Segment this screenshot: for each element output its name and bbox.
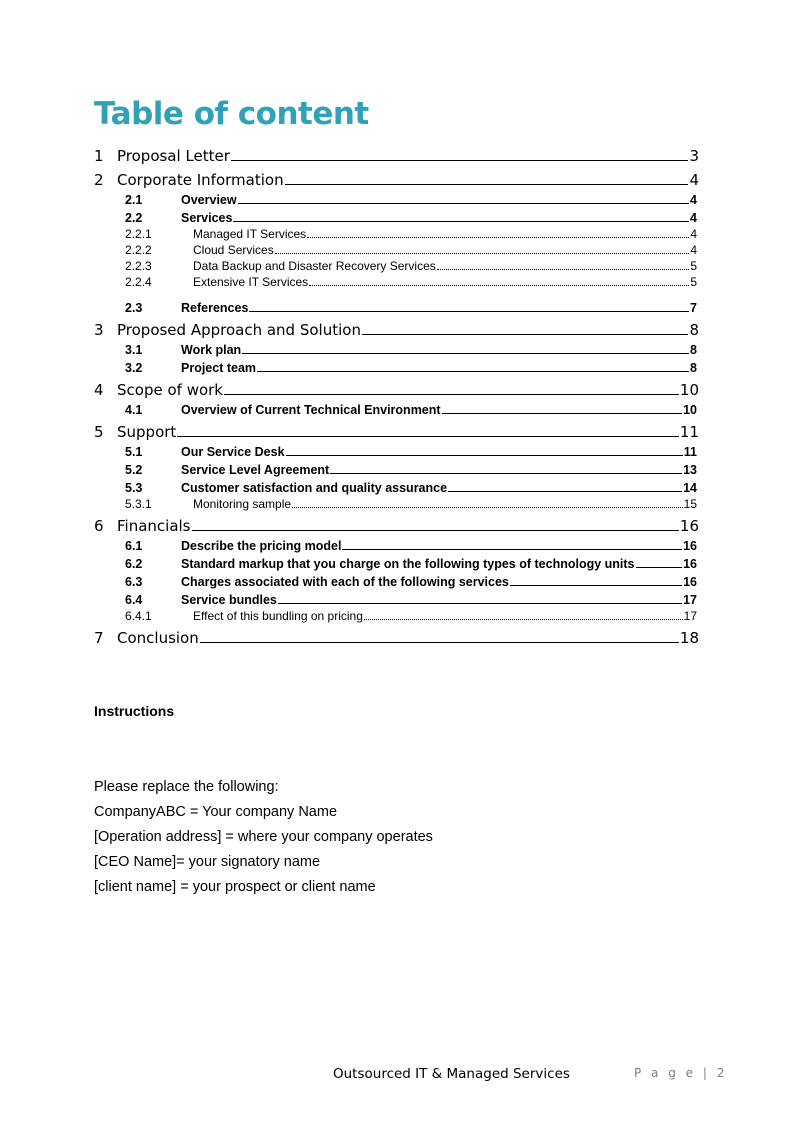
toc-leader xyxy=(275,253,690,254)
toc-leader xyxy=(442,413,683,414)
toc-entry[interactable] xyxy=(94,319,699,339)
instructions-heading: Instructions xyxy=(94,703,175,719)
toc-entry[interactable] xyxy=(94,553,699,571)
toc-entry-page: 8 xyxy=(689,321,699,339)
toc-entry-title: Proposal Letter xyxy=(117,147,230,165)
toc-leader xyxy=(231,160,689,161)
toc-entry-title: Overview of Current Technical Environment xyxy=(181,403,441,417)
page-footer xyxy=(0,1066,794,1086)
toc-entry-number: 2.2.4 xyxy=(125,275,152,289)
toc-entry-number: 6.3 xyxy=(125,575,143,589)
toc-entry-page: 5 xyxy=(690,259,697,273)
toc-entry-number: 4 xyxy=(94,381,104,399)
toc-leader xyxy=(238,203,689,204)
toc-entry-page: 11 xyxy=(683,445,697,459)
toc-entry[interactable] xyxy=(94,225,699,241)
toc-entry-title: Scope of work xyxy=(117,381,223,399)
toc-entry-page: 14 xyxy=(683,481,697,495)
toc-entry-number: 2.2.3 xyxy=(125,259,152,273)
toc-entry-page: 16 xyxy=(683,557,697,571)
toc-entry-number: 2.1 xyxy=(125,193,143,207)
toc-entry-title: Describe the pricing model xyxy=(181,539,342,553)
toc-entry[interactable] xyxy=(94,441,699,459)
toc-entry[interactable] xyxy=(94,273,699,289)
instructions-list xyxy=(94,776,654,901)
toc-entry-number: 5 xyxy=(94,423,104,441)
toc-leader xyxy=(636,567,683,568)
toc-entry-number: 2 xyxy=(94,171,104,189)
toc-entry-title: Customer satisfaction and quality assurance xyxy=(181,481,448,495)
toc-entry-page: 7 xyxy=(690,301,697,315)
toc-entry-title: Conclusion xyxy=(117,629,199,647)
toc-entry-number: 2.3 xyxy=(125,301,143,315)
toc-entry-title: Services xyxy=(181,211,233,225)
toc-entry-title: Support xyxy=(117,423,177,441)
toc-entry-page: 4 xyxy=(690,227,697,241)
instruction-line: [CEO Name]= your signatory name xyxy=(94,854,321,870)
toc-entry-number: 6.4.1 xyxy=(125,609,152,623)
table-of-contents xyxy=(94,141,699,647)
toc-entry-title: Effect of this bundling on pricing xyxy=(193,609,363,623)
toc-entry-number: 3.1 xyxy=(125,343,143,357)
toc-entry-title: Cloud Services xyxy=(193,243,274,257)
toc-entry-title: Our Service Desk xyxy=(181,445,285,459)
toc-entry-number: 6 xyxy=(94,517,104,535)
toc-entry-number: 4.1 xyxy=(125,403,143,417)
toc-entry-page: 11 xyxy=(679,423,699,441)
toc-leader xyxy=(309,285,689,286)
toc-entry-page: 4 xyxy=(690,243,697,257)
toc-entry-number: 5.1 xyxy=(125,445,143,459)
toc-entry-title: Work plan xyxy=(181,343,242,357)
toc-entry[interactable] xyxy=(94,535,699,553)
toc-entry-title: References xyxy=(181,301,249,315)
toc-entry-number: 3 xyxy=(94,321,104,339)
toc-leader xyxy=(242,353,689,354)
footer-page-number xyxy=(634,1066,724,1080)
toc-entry-number: 2.2.2 xyxy=(125,243,152,257)
instruction-line: CompanyABC = Your company Name xyxy=(94,804,338,820)
toc-entry-page: 16 xyxy=(679,517,699,535)
toc-leader xyxy=(285,184,689,185)
toc-entry[interactable] xyxy=(94,459,699,477)
toc-leader xyxy=(200,642,679,643)
toc-entry[interactable] xyxy=(94,571,699,589)
toc-entry-title: Corporate Information xyxy=(117,171,284,189)
toc-entry-page: 16 xyxy=(683,575,697,589)
footer-page-label: P a g e | xyxy=(634,1066,717,1080)
page-title: Table of content xyxy=(94,96,369,132)
toc-entry-number: 6.4 xyxy=(125,593,143,607)
toc-entry[interactable] xyxy=(94,169,699,189)
toc-entry-title: Service bundles xyxy=(181,593,277,607)
toc-entry[interactable] xyxy=(94,421,699,441)
toc-entry-page: 5 xyxy=(690,275,697,289)
toc-entry-title: Data Backup and Disaster Recovery Services xyxy=(193,259,436,273)
toc-leader xyxy=(437,269,690,270)
toc-entry-title: Charges associated with each of the following services xyxy=(181,575,509,589)
toc-entry[interactable] xyxy=(94,207,699,225)
toc-entry-page: 4 xyxy=(690,193,697,207)
toc-entry[interactable] xyxy=(94,357,699,375)
toc-entry-title: Overview xyxy=(181,193,237,207)
toc-leader xyxy=(307,237,689,238)
toc-entry-page: 18 xyxy=(679,629,699,647)
toc-leader xyxy=(292,507,683,508)
toc-entry-page: 4 xyxy=(689,171,699,189)
footer-title: Outsourced IT & Managed Services xyxy=(333,1066,570,1082)
toc-entry-page: 3 xyxy=(689,147,699,165)
toc-leader xyxy=(257,371,689,372)
toc-entry[interactable] xyxy=(94,241,699,257)
toc-entry-page: 8 xyxy=(690,361,697,375)
toc-leader xyxy=(364,619,683,620)
toc-entry[interactable] xyxy=(94,589,699,607)
toc-entry-title: Financials xyxy=(117,517,191,535)
toc-leader xyxy=(249,311,689,312)
instruction-line: [client name] = your prospect or client name xyxy=(94,879,376,895)
toc-entry[interactable] xyxy=(94,189,699,207)
toc-entry[interactable] xyxy=(94,627,699,647)
toc-entry[interactable] xyxy=(94,399,699,417)
toc-entry-page: 16 xyxy=(683,539,697,553)
toc-entry[interactable] xyxy=(94,297,699,315)
instruction-line: Please replace the following: xyxy=(94,779,279,795)
toc-entry-number: 5.3.1 xyxy=(125,497,152,511)
toc-entry-number: 2.2.1 xyxy=(125,227,152,241)
toc-entry-page: 8 xyxy=(690,343,697,357)
toc-entry-page: 10 xyxy=(683,403,697,417)
toc-entry-page: 4 xyxy=(690,211,697,225)
toc-leader xyxy=(286,455,683,456)
toc-entry-number: 6.1 xyxy=(125,539,143,553)
toc-entry[interactable] xyxy=(94,477,699,495)
toc-entry-title: Standard markup that you charge on the following types of technology units xyxy=(181,557,635,571)
toc-entry-page: 10 xyxy=(679,381,699,399)
toc-entry-page: 17 xyxy=(683,609,697,623)
toc-entry-title: Project team xyxy=(181,361,257,375)
toc-entry[interactable] xyxy=(94,495,699,511)
toc-leader xyxy=(510,585,682,586)
toc-entry-page: 17 xyxy=(683,593,697,607)
toc-entry-number: 2.2 xyxy=(125,211,143,225)
toc-entry-number: 1 xyxy=(94,147,104,165)
toc-entry-title: Monitoring sample xyxy=(193,497,292,511)
toc-entry-title: Service Level Agreement xyxy=(181,463,330,477)
toc-entry[interactable] xyxy=(94,257,699,273)
toc-entry-number: 3.2 xyxy=(125,361,143,375)
toc-entry[interactable] xyxy=(94,145,699,165)
toc-entry-number: 5.2 xyxy=(125,463,143,477)
toc-entry-title: Managed IT Services xyxy=(193,227,307,241)
toc-entry[interactable] xyxy=(94,607,699,623)
toc-entry-title: Proposed Approach and Solution xyxy=(117,321,361,339)
toc-entry-number: 7 xyxy=(94,629,104,647)
toc-leader xyxy=(330,473,682,474)
toc-leader xyxy=(278,603,682,604)
toc-entry[interactable] xyxy=(94,339,699,357)
toc-entry-page: 13 xyxy=(683,463,697,477)
toc-leader xyxy=(448,491,682,492)
toc-entry[interactable] xyxy=(94,379,699,399)
toc-entry[interactable] xyxy=(94,515,699,535)
toc-leader xyxy=(233,221,689,222)
toc-leader xyxy=(362,334,688,335)
toc-leader xyxy=(224,394,679,395)
toc-leader xyxy=(177,436,679,437)
toc-entry-title: Extensive IT Services xyxy=(193,275,309,289)
toc-entry-number: 5.3 xyxy=(125,481,143,495)
toc-entry-number: 6.2 xyxy=(125,557,143,571)
footer-page-value: 2 xyxy=(716,1066,725,1080)
instruction-line: [Operation address] = where your company operates xyxy=(94,829,433,845)
toc-leader xyxy=(192,530,679,531)
toc-leader xyxy=(342,549,682,550)
toc-entry-page: 15 xyxy=(683,497,697,511)
